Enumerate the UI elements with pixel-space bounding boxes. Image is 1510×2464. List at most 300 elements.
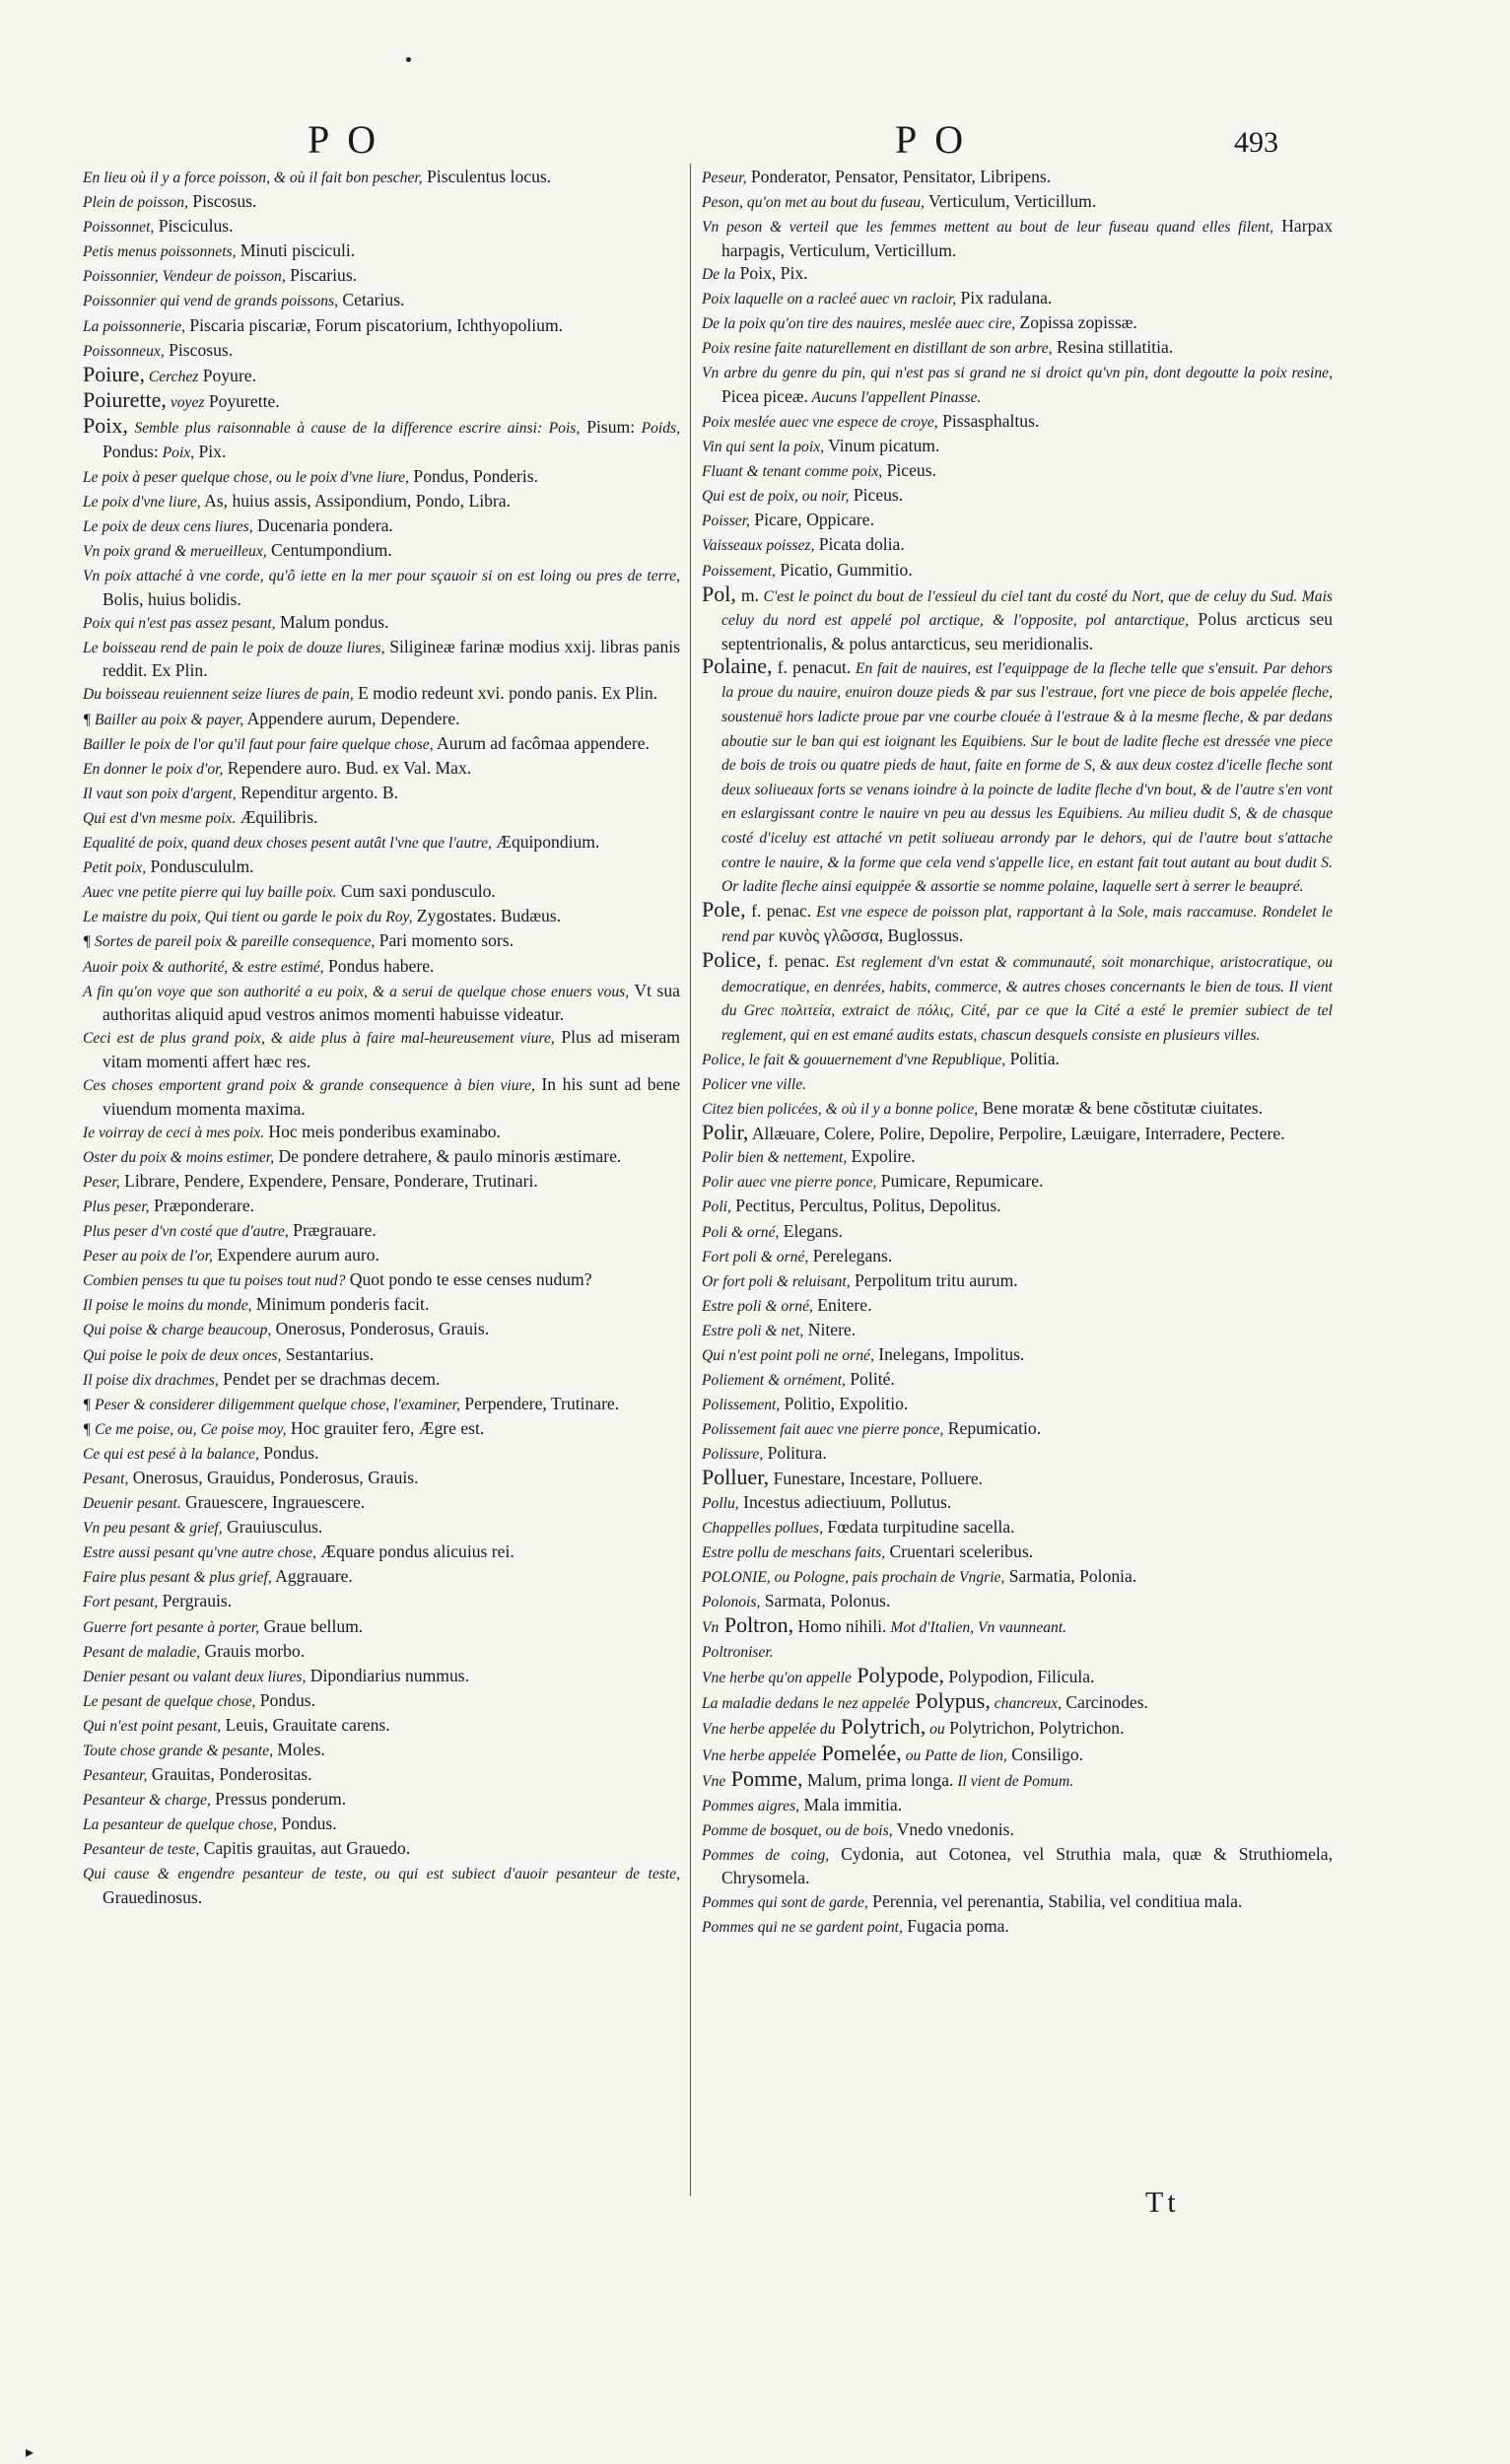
french-text: Estre pollu de meschans faits, <box>702 1543 886 1561</box>
french-text: Citez bien policées, & où il y a bonne police, <box>702 1101 979 1119</box>
headword: Police, <box>702 947 762 972</box>
dictionary-entry <box>702 1640 1333 1665</box>
dictionary-entry <box>83 611 680 636</box>
dictionary-entry <box>83 636 680 682</box>
french-text: Peson, qu'on met au bout du fuseau, <box>702 194 925 212</box>
latin-text: Dipondiarius nummus. <box>306 1665 470 1685</box>
french-text: Aucuns l'appellent Pinasse. <box>807 388 982 406</box>
dictionary-entry <box>702 949 1333 1047</box>
dictionary-entry <box>83 1073 680 1120</box>
french-text: Fort poli & orné, <box>702 1248 809 1266</box>
dictionary-entry <box>702 262 1333 287</box>
french-text: Poltroniser. <box>702 1644 774 1662</box>
latin-text: E modio redeunt xvi. pondo panis. Ex Plin. <box>353 683 658 704</box>
french-text: Pommes qui sont de garde, <box>702 1893 868 1911</box>
french-text: En lieu où il y a force poisson, & où il fait bon pescher, <box>83 170 423 186</box>
dictionary-entry <box>702 1195 1333 1219</box>
french-text: De la poix qu'on tire des nauires, meslée auec cire, <box>702 315 1016 333</box>
dictionary-entry <box>83 1491 680 1516</box>
latin-text: Perpolitum tritu aurum. <box>850 1269 1018 1290</box>
dictionary-entry <box>702 1170 1333 1195</box>
french-text: Ie voirray de ceci à mes poix. <box>83 1124 265 1141</box>
dictionary-entry <box>83 1318 680 1342</box>
latin-text: Pondus, Ponderis. <box>409 465 539 486</box>
dictionary-entry <box>83 708 680 732</box>
running-head-right: PO <box>895 117 982 162</box>
latin-text: Centumpondium. <box>266 539 392 560</box>
dictionary-entry <box>702 1145 1333 1170</box>
dictionary-entry <box>702 1442 1333 1467</box>
dictionary-entry <box>83 539 680 564</box>
dictionary-entry <box>83 955 680 980</box>
french-text: Qui n'est point poli ne orné, <box>702 1347 874 1364</box>
french-text: Auec vne petite pierre qui luy baille poix. <box>83 884 337 902</box>
latin-text: Incestus adiectiuum, Pollutus. <box>738 1491 952 1512</box>
latin-text: Grauescere, Ingrauescere. <box>180 1492 366 1513</box>
french-text: Poix, <box>158 444 195 461</box>
latin-text: As, huius assis, Assipondium, Pondo, Libra. <box>200 490 511 511</box>
latin-text: Pissasphaltus. <box>937 410 1040 431</box>
dictionary-entry <box>83 412 680 464</box>
dictionary-entry <box>83 490 680 514</box>
latin-text: Allæuare, Colere, Polire, Depolire, Perpolire, Læuigare, Interradere, Pectere. <box>748 1124 1285 1144</box>
dictionary-entry <box>83 1121 680 1145</box>
french-text: ¶ Ce me poise, ou, Ce poise moy, <box>83 1420 287 1438</box>
dictionary-entry <box>83 1467 680 1491</box>
french-text: Mot d'Italien, Vn vaunneant. <box>886 1619 1067 1637</box>
latin-text: Picata dolia. <box>814 534 905 555</box>
latin-text: Expendere aurum auro. <box>212 1245 379 1266</box>
latin-text: Perennia, vel perenantia, Stabilia, vel conditiua mala. <box>867 1890 1243 1911</box>
french-text: Poissonnier qui vend de grands poissons, <box>83 293 339 310</box>
latin-text: Ducenaria pondera. <box>252 514 393 535</box>
latin-text: Pondus. <box>258 1442 319 1463</box>
dictionary-entry <box>83 564 680 610</box>
latin-text: Librare, Pendere, Expendere, Pensare, Ponderare, Trutinari. <box>119 1170 538 1191</box>
french-text: La pesanteur de quelque chose, <box>83 1816 278 1834</box>
latin-text: Æquipondium. <box>491 832 600 853</box>
headword: Polypode, <box>851 1663 944 1688</box>
dictionary-entry <box>83 1540 680 1565</box>
column-rule <box>690 164 691 2196</box>
latin-text: Pari momento sors. <box>375 930 515 951</box>
french-text: Vne herbe appelée du <box>702 1721 836 1739</box>
dictionary-entry <box>702 311 1333 336</box>
latin-text: Cetarius. <box>338 290 405 310</box>
dictionary-entry <box>83 1244 680 1268</box>
dictionary-entry <box>702 410 1333 435</box>
french-text: Police, le fait & gouuernement d'vne Republique, <box>702 1051 1006 1068</box>
dictionary-entry <box>702 1665 1333 1690</box>
dictionary-entry <box>83 514 680 539</box>
headword: Poiurette, <box>83 386 167 412</box>
french-text: Vaisseaux poissez, <box>702 537 815 555</box>
french-text: Poissonnet, <box>83 219 155 237</box>
dictionary-entry <box>702 1393 1333 1417</box>
dictionary-entry <box>702 509 1333 533</box>
french-text: Petis menus poissonnets, <box>83 243 237 261</box>
dictionary-entry <box>702 336 1333 361</box>
latin-text: Consiligo. <box>1006 1744 1084 1764</box>
dictionary-entry <box>702 1765 1333 1794</box>
dictionary-entry <box>83 1837 680 1862</box>
dictionary-entry <box>702 1614 1333 1640</box>
french-text: Estre poli & net, <box>702 1322 804 1339</box>
dictionary-entry <box>702 215 1333 261</box>
headword: Pole, <box>702 897 746 923</box>
latin-text: Grauitas, Ponderositas. <box>147 1764 312 1785</box>
dictionary-entry <box>702 1690 1333 1716</box>
latin-text: Cruentari sceleribus. <box>885 1540 1034 1561</box>
dictionary-entry <box>702 1540 1333 1565</box>
latin-text: Hoc meis ponderibus examinabo. <box>264 1121 501 1141</box>
latin-text: Elegans. <box>779 1220 843 1241</box>
latin-text: Polypodion, Filicula. <box>944 1667 1095 1687</box>
latin-text: Plus ad miseram vitam momenti affert hæc res. <box>103 1027 680 1071</box>
french-text: Le poix de deux cens liures, <box>83 517 253 535</box>
dictionary-entry <box>83 831 680 856</box>
headword: Poix, <box>83 412 128 438</box>
headword: Polytrich, <box>835 1714 927 1740</box>
latin-text: Cydonia, aut Cotonea, vel Struthia mala, quæ & Struthiomela, Chrysomela. <box>721 1843 1333 1888</box>
dictionary-entry <box>83 1417 680 1442</box>
french-text: Poliement & ornément, <box>702 1372 846 1390</box>
french-text: Du boisseau reuiennent seize liures de pain, <box>83 686 354 704</box>
dictionary-entry <box>83 682 680 707</box>
latin-text: Pondus habere. <box>323 955 435 976</box>
dictionary-entry <box>702 583 1333 655</box>
latin-text: Politura. <box>763 1443 827 1464</box>
latin-text: Sarmatia, Polonia. <box>1004 1565 1137 1586</box>
latin-text: Vinum picatum. <box>824 436 940 456</box>
french-text: Le poix d'vne liure, <box>83 493 201 511</box>
latin-text: Piceus. <box>849 485 904 506</box>
dictionary-entry <box>83 1689 680 1714</box>
latin-text: Enitere. <box>812 1294 872 1315</box>
dictionary-entry <box>83 1268 680 1293</box>
french-text: ¶ Bailler au poix & payer, <box>83 711 244 728</box>
french-text: Cerchez <box>144 368 199 385</box>
french-text: Fluant & tenant comme poix, <box>702 463 883 481</box>
latin-text: Poix, Pix. <box>735 262 808 283</box>
french-text: Le poix à peser quelque chose, ou le poix d'vne liure, <box>83 468 410 486</box>
latin-text: Pectitus, Percultus, Politus, Depolitus. <box>730 1196 1001 1216</box>
running-head-left: PO <box>308 117 394 162</box>
latin-text: Sestantarius. <box>281 1343 375 1364</box>
french-text: Qui est de poix, ou noir, <box>702 488 850 506</box>
dictionary-entry <box>83 732 680 757</box>
dictionary-entry <box>702 652 1333 899</box>
latin-text: Vnedo vnedonis. <box>892 1818 1014 1839</box>
dictionary-entry <box>702 1417 1333 1442</box>
french-text: Vn poix grand & merueilleux, <box>83 542 267 560</box>
french-text: Fort pesant, <box>83 1594 159 1611</box>
dictionary-entry <box>702 1590 1333 1614</box>
french-text: C'est le poinct du bout de l'essieul du ciel tant du costé du Nort, que de celuy du Sud. Mais celuy du nord est appelé pol arctique, & l'opposite, pol antarctique, <box>721 587 1334 630</box>
dictionary-entry <box>702 166 1333 190</box>
latin-text: Politia. <box>1005 1048 1060 1068</box>
corner-mark: ▸ <box>26 2442 34 2461</box>
french-text: Pesant, <box>83 1470 129 1487</box>
latin-text: Aurum ad facômaa appendere. <box>433 732 650 753</box>
french-text: Pommes de coing, <box>702 1846 830 1864</box>
dictionary-entry <box>83 465 680 490</box>
dictionary-entry <box>83 386 680 415</box>
dictionary-entry <box>83 1862 680 1908</box>
dictionary-entry <box>83 215 680 240</box>
dictionary-entry <box>83 1293 680 1318</box>
french-text: Polir bien & nettement, <box>702 1149 848 1167</box>
latin-text: Bolis, huius bolidis. <box>103 588 241 609</box>
french-text: Chappelles pollues, <box>702 1519 824 1537</box>
french-text: Le pesant de quelque chose, <box>83 1692 256 1710</box>
latin-text: Rependitur argento. B. <box>236 782 398 802</box>
dictionary-entry <box>83 757 680 782</box>
french-text: Il poise dix drachmes, <box>83 1371 219 1389</box>
latin-text: Hoc grauiter fero, Ægre est. <box>286 1417 485 1438</box>
left-column <box>83 166 680 1909</box>
french-text: Polir auec vne pierre ponce, <box>702 1174 877 1192</box>
latin-text: Piscosus. <box>187 191 257 212</box>
french-text: Ces choses emportent grand poix & grande consequence à bien viure, <box>83 1076 535 1094</box>
dictionary-entry <box>83 1026 680 1072</box>
dictionary-entry <box>702 899 1333 948</box>
latin-text: Cum saxi pondusculo. <box>336 881 496 902</box>
french-text: Oster du poix & moins estimer, <box>83 1148 275 1166</box>
french-text: Ce qui est pesé à la balance, <box>83 1445 259 1463</box>
latin-text: Polité. <box>845 1369 895 1390</box>
french-text: Il vient de Pomum. <box>953 1772 1074 1790</box>
french-text: Qui poise le poix de deux onces, <box>83 1346 282 1364</box>
french-text: Poisser, <box>702 513 750 530</box>
dictionary-entry <box>702 1220 1333 1245</box>
french-text: Qui n'est point pesant, <box>83 1717 222 1735</box>
dictionary-entry <box>702 1319 1333 1343</box>
latin-text: Repumicatio. <box>943 1418 1042 1439</box>
french-text: Il vaut son poix d'argent, <box>83 785 237 802</box>
latin-text: Appendere aurum, Dependere. <box>243 708 460 728</box>
dictionary-entry <box>702 1565 1333 1590</box>
latin-text: Zygostates. Budæus. <box>412 906 562 926</box>
dictionary-entry <box>83 289 680 313</box>
dictionary-entry <box>702 1048 1333 1072</box>
dictionary-entry <box>83 361 680 389</box>
latin-text: Æquare pondus alicuius rei. <box>315 1541 515 1562</box>
dictionary-entry <box>702 1491 1333 1516</box>
french-text: Pollu, <box>702 1494 739 1512</box>
dictionary-entry <box>83 1739 680 1763</box>
dictionary-entry <box>83 264 680 289</box>
french-text: Pesant de maladie, <box>83 1643 201 1661</box>
headword: Polypus, <box>909 1688 991 1714</box>
latin-text: Pisculentus locus. <box>422 167 552 186</box>
latin-text: f. penac. <box>761 951 830 971</box>
latin-text: Fugacia poma. <box>902 1915 1009 1936</box>
latin-text: Grauiusculus. <box>222 1517 323 1538</box>
french-text: Pomme de bosquet, ou de bois, <box>702 1821 893 1839</box>
french-text: Poix meslée auec vne espece de croye, <box>702 413 938 431</box>
dictionary-entry <box>702 1794 1333 1818</box>
dictionary-entry <box>83 1565 680 1590</box>
french-text: Or fort poli & reluisant, <box>702 1272 851 1290</box>
latin-text: Pix. <box>194 441 227 461</box>
french-text: Pommes qui ne se gardent point, <box>702 1918 903 1936</box>
latin-text: Præponderare. <box>149 1195 255 1215</box>
latin-text: Homo nihili. <box>793 1616 887 1637</box>
headword: Pomme, <box>725 1765 803 1791</box>
dictionary-entry <box>83 1763 680 1788</box>
dictionary-entry <box>83 1442 680 1467</box>
french-text: Polissure, <box>702 1446 764 1464</box>
latin-text: In his sunt ad bene viuendum momenta maxima. <box>103 1073 681 1119</box>
dictionary-entry <box>83 1343 680 1368</box>
latin-text: Politio, Expolitio. <box>780 1394 909 1414</box>
french-text: Pesanteur & charge, <box>83 1792 211 1810</box>
latin-text: f. penac. <box>745 901 812 922</box>
french-text: Faire plus pesant & plus grief, <box>83 1569 272 1587</box>
dictionary-entry <box>83 1813 680 1837</box>
dictionary-entry <box>83 1145 680 1170</box>
latin-text: Moles. <box>273 1740 325 1759</box>
french-text: Auoir poix & authorité, & estre estimé, <box>83 958 324 976</box>
french-text: Pesanteur, <box>83 1767 148 1785</box>
latin-text: Mala immitia. <box>799 1794 903 1814</box>
french-text: Poissonneux, <box>83 342 165 360</box>
french-text: Toute chose grande & pesante, <box>83 1743 274 1759</box>
latin-text: Vt sua authoritas aliquid apud vestros animos momenti habuisse videatur. <box>103 980 680 1025</box>
latin-text: Minuti pisciculi. <box>236 240 356 261</box>
dictionary-entry <box>702 1740 1333 1768</box>
latin-text: Pondus. <box>277 1814 337 1834</box>
french-text: Deuenir pesant. <box>83 1495 181 1513</box>
french-text: Poissement, <box>702 562 776 580</box>
dictionary-entry <box>83 1714 680 1739</box>
french-text: Vn peson & verteil que les femmes mettent au bout de leur fuseau quand elles filent, <box>702 219 1274 237</box>
dictionary-entry <box>702 1890 1333 1915</box>
dictionary-entry <box>702 1467 1333 1490</box>
dictionary-entry <box>83 1219 680 1244</box>
dictionary-entry <box>83 1368 680 1393</box>
ink-speck <box>406 57 411 62</box>
dictionary-entry <box>702 1072 1333 1097</box>
french-text: POLONIE, ou Pologne, pais prochain de Vngrie, <box>702 1568 1005 1586</box>
dictionary-entry <box>702 459 1333 484</box>
french-text: Bailler le poix de l'or qu'il faut pour faire quelque chose, <box>83 735 434 753</box>
dictionary-entry <box>702 1343 1333 1368</box>
latin-text: Nitere. <box>803 1319 857 1339</box>
dictionary-entry <box>83 856 680 880</box>
french-text: Vin qui sent la poix, <box>702 439 825 456</box>
dictionary-entry <box>702 190 1333 215</box>
latin-text: Pondus: <box>103 441 159 461</box>
latin-text: Pisum: <box>580 416 636 437</box>
latin-text: Aggrauare. <box>271 1566 353 1587</box>
french-text: voyez <box>166 393 205 411</box>
french-text: Vn poix attaché à vne corde, qu'ô iette en la mer pour sçauoir si on est loing ou pres de terre, <box>83 568 680 584</box>
dictionary-entry <box>702 1915 1333 1940</box>
french-text: Poix laquelle on a racleé auec vn racloir, <box>702 290 957 308</box>
latin-text: Æquilibris. <box>236 806 318 827</box>
dictionary-entry <box>83 1615 680 1640</box>
dictionary-entry <box>83 1788 680 1813</box>
french-text: En fait de nauires, est l'equippage de la fleche telle que s'ensuit. Par dehors la proue du nauire, enuiron douze pieds & par sus l'estraue, fort vne piece de bois appelée fleche, soustenuë hors ladicte proue par vne courbe clouée à l'estraue & à la mesme fleche, & par dedans aboutie sur le ban qui est ioignant les Equibiens. Sur le bout de ladite fleche est dressée vne piece de bois de trois ou quatre pieds de haut, faite en forme de S, & aux deux costez d'icelle fleche sont deux soliueaux forts se venans ioindre à la poincte de ladite fleche d'vn bout, & de l'autre s'en vont en eslargissant contre le nauire vn peu au dessus les Equibiens. Au milieu dudit S, & de chasque costé d'iceluy est attaché vn petit soliueau arrondy par le dehors, qui de l'autre bout s'attache contre le nauire, & la forme que cela vend s'appelle lice, en estant fait tout autant au bout dudit S. Or ladite fleche ainsi equippée & assortie se nomme polaine, laquelle sert à serrer le beaupré. <box>721 659 1333 896</box>
french-text: De la <box>702 265 736 283</box>
latin-text: Piscaria piscariæ, Forum piscatorium, Ichthyopolium. <box>184 314 564 335</box>
dictionary-entry <box>702 1843 1333 1889</box>
french-text: Est reglement d'vn estat & communauté, soit monarchique, aristocratique, ou democratique, en denrées, habits, commerce, & autres choses concernants le bien de tous. Il vient du Grec πολιτεία, extraict de πόλις, Cité, par ce que la Cité a esté le premier subiect de tel reglement, qui en est emané audits estats, chascun desquels consiste en plusieurs villes. <box>721 954 1333 1044</box>
latin-text: κυνὸς γλῶσσα, Buglossus. <box>774 924 964 945</box>
dictionary-entry <box>83 980 680 1026</box>
latin-text: Quot pondo te esse censes nudum? <box>345 1269 592 1290</box>
latin-text: Piscosus. <box>164 339 234 360</box>
latin-text: Pendet per se drachmas decem. <box>218 1368 441 1389</box>
latin-text: Graue bellum. <box>259 1615 364 1636</box>
french-text: Poix qui n'est pas assez pesant, <box>83 614 276 632</box>
latin-text: Pumicare, Repumicare. <box>876 1171 1044 1192</box>
headword: Poiure, <box>83 361 145 386</box>
headword: Polaine, <box>702 652 773 678</box>
dictionary-entry <box>702 533 1333 558</box>
french-text: Semble plus raisonnable à cause de la difference escrire ainsi: Pois, <box>127 419 581 437</box>
latin-text: De pondere detrahere, & paulo minoris æstimare. <box>274 1145 622 1166</box>
latin-text: Resina stillatitia. <box>1052 337 1174 358</box>
latin-text: f. penacut. <box>772 656 852 677</box>
latin-text: Funestare, Incestare, Polluere. <box>769 1469 984 1489</box>
dictionary-entry <box>83 240 680 264</box>
french-text: Qui est d'vn mesme poix. <box>83 809 237 827</box>
french-text: Plus peser, <box>83 1198 150 1215</box>
latin-text: Grauis morbo. <box>200 1640 306 1661</box>
dictionary-entry <box>83 314 680 339</box>
french-text: Est vne espece de poisson plat, rapportant à la Sole, mais raccamuse. Rondelet le rend par <box>721 904 1333 945</box>
latin-text: Expolire. <box>847 1146 916 1167</box>
right-column <box>702 166 1333 1940</box>
french-text: Qui poise & charge beaucoup, <box>83 1322 272 1339</box>
latin-text: Picea piceæ. <box>721 385 808 406</box>
french-text: Vn peu pesant & grief, <box>83 1520 223 1538</box>
french-text: Pommes aigres, <box>702 1797 800 1814</box>
dictionary-entry <box>702 1245 1333 1269</box>
french-text: Vne herbe qu'on appelle <box>702 1670 852 1687</box>
dictionary-entry <box>83 929 680 954</box>
french-text: Il poise le moins du monde, <box>83 1297 252 1315</box>
headword: Polluer, <box>702 1465 770 1490</box>
french-text: ¶ Peser & considerer diligemment quelque chose, l'examiner, <box>83 1396 460 1413</box>
french-text: Vne herbe appelée <box>702 1746 817 1764</box>
french-text: Poix resine faite naturellement en distillant de son arbre, <box>702 340 1053 358</box>
latin-text: Pisciculus. <box>154 216 234 237</box>
french-text: Ceci est de plus grand poix, & aide plus à faire mal-heureusement viure, <box>83 1030 555 1048</box>
french-text: Le boisseau rend de pain le poix de douze liures, <box>83 639 385 656</box>
french-text: En donner le poix d'or, <box>83 760 224 778</box>
latin-text: Carcinodes. <box>1062 1692 1148 1713</box>
latin-text: Perelegans. <box>808 1245 893 1266</box>
french-text: Estre aussi pesant qu'vne autre chose, <box>83 1544 316 1562</box>
dictionary-entry <box>83 782 680 806</box>
french-text: Plus peser d'vn costé que d'autre, <box>83 1223 289 1241</box>
french-text: Plein de poisson, <box>83 194 188 212</box>
dictionary-entry <box>702 1716 1333 1742</box>
latin-text: Inelegans, Impolitus. <box>873 1344 1025 1364</box>
latin-text: Harpax harpagis, Verticulum, Verticillum. <box>721 216 1333 260</box>
latin-text: Fœdata turpitudine sacella. <box>823 1516 1015 1537</box>
headword: Polir, <box>702 1120 749 1145</box>
dictionary-entry <box>83 905 680 929</box>
french-text: Petit poix, <box>83 859 147 877</box>
latin-text: Bene moratæ & bene cõstitutæ ciuitates. <box>978 1098 1263 1119</box>
headword: Pol, <box>702 581 736 606</box>
french-text: Poli, <box>702 1198 731 1216</box>
